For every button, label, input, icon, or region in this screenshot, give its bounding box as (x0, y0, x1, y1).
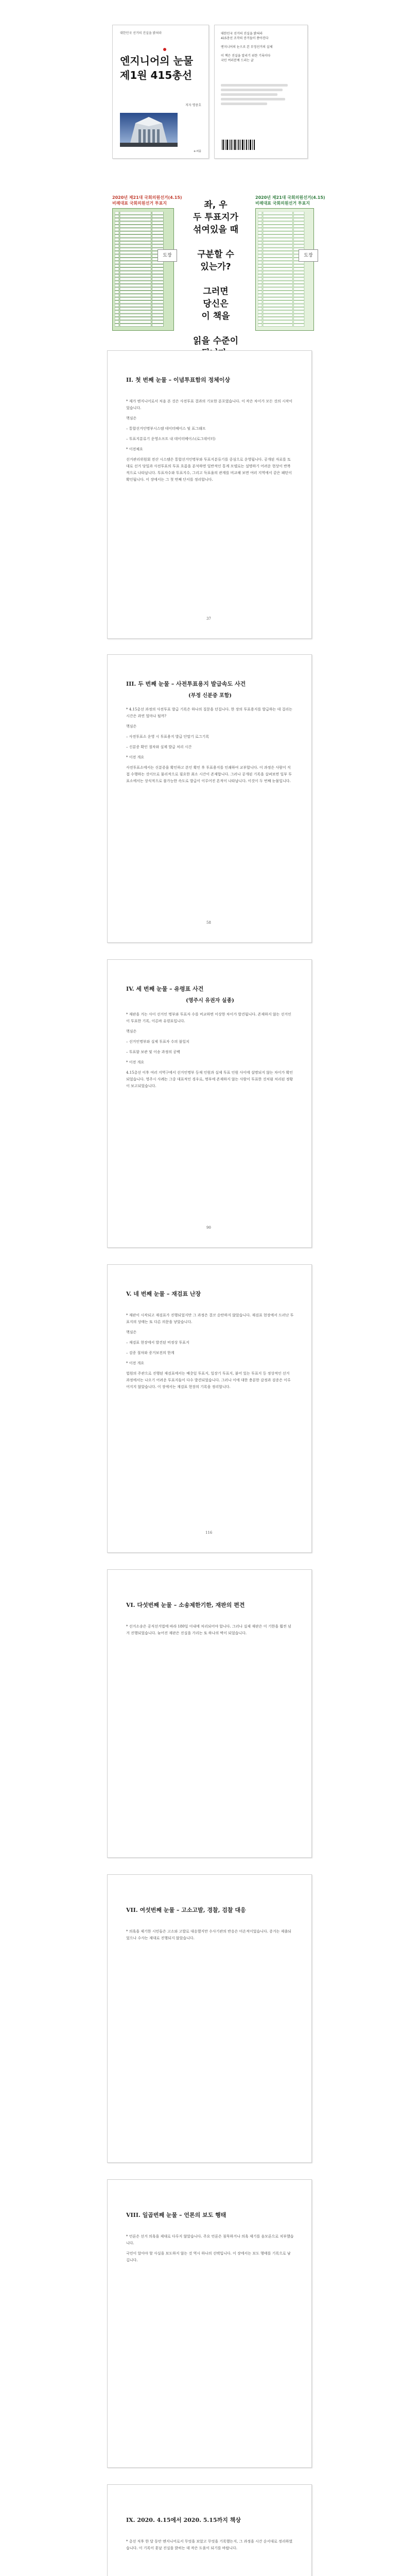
ballot-number-cell (258, 225, 262, 228)
chapter-heading: V. 네 번째 눈물 – 재검표 난장 (126, 1291, 201, 1297)
ballot-mark-cell (152, 215, 164, 217)
paragraph: * 언론은 선거 의혹을 제대로 다루지 않았습니다. 주요 언론은 침묵하거나 의혹 제기를 음모론으로 치부했습니다. (126, 2234, 294, 2245)
ballot-number-cell (258, 264, 262, 267)
ballot-mark-cell (152, 222, 164, 224)
paragraph: 핵심은 (126, 1029, 137, 1033)
ballot-number-cell (115, 311, 119, 313)
ballot-number-cell (258, 228, 262, 231)
ballot-party-cell (120, 238, 151, 241)
front-cover (112, 25, 209, 159)
chapter-page-8 (107, 2484, 312, 2576)
ballot-number-cell (258, 248, 262, 250)
ballot-mark-cell (152, 287, 164, 290)
ballot-mark-cell (152, 311, 164, 313)
ballot-mark-cell (152, 231, 164, 234)
ballot-mark-cell (152, 294, 164, 297)
ballot-mark-cell (293, 291, 304, 294)
comparison-question: 좌, 우 두 투표지가 섞여있을 때 구분할 수 있는가? 그러면 당신은 이 책을 읽을 수준이 (193, 200, 239, 346)
ballot-mark-cell (152, 301, 164, 303)
paragraph: * 이전체요 (126, 447, 143, 451)
back-cover-line: 국민 여러분께 드리는 글 (221, 59, 254, 62)
chapter-body (126, 2538, 294, 2555)
paragraph: 국민이 알아야 할 사실을 보도하지 않는 것 역시 하나의 선택입니다. 이 장에서는 보도 행태를 기록으로 남깁니다. (126, 2251, 291, 2262)
ballot-party-cell (120, 314, 151, 316)
ballot-mark-cell (152, 225, 164, 228)
ballot-party-cell (263, 294, 292, 297)
ballot-mark-cell (293, 324, 304, 327)
right-ballot-grid (258, 212, 311, 328)
paragraph: 사전투표소에서는 신분증을 확인하고 본인 확인 후 투표용지를 인쇄하여 교부합니다. 이 과정은 사람이 직접 수행하는 것이므로 물리적으로 필요한 최소 시간이 존재합니다. 그러나 공개된 기록을 살펴보면 일부 투표소에서는 상식적으로 불가능한 속도로 발급이 이루어진 흔적이 나타납니다. 이것이 두 번째 눈물입니다. (126, 766, 292, 783)
ballot-number-cell (115, 294, 119, 297)
paragraph: * 총선 직후 한 달 동안 엔지니어로서 무엇을 보았고 무엇을 기록했는지, 그 과정을 시간 순서대로 정리하였습니다. 이 기록이 훗날 진실을 밝히는 데 작은 도움이 되기를 바랍니다. (126, 2539, 293, 2550)
barcode-icon (221, 139, 257, 152)
ballot-number-cell (258, 324, 262, 327)
paragraph: – 선거인명부와 실제 투표자 수의 불일치 (126, 1040, 189, 1044)
ballot-number-cell (115, 314, 119, 316)
ballot-number-cell (258, 238, 262, 241)
ballot-party-cell (263, 228, 292, 231)
chapter-heading: IV. 세 번째 눈물 – 유령표 사건 (126, 986, 204, 992)
ballot-mark-cell (293, 225, 304, 228)
ballot-number-cell (258, 281, 262, 283)
ballot-party-cell (120, 291, 151, 294)
ballot-number-cell (258, 314, 262, 316)
paragraph: * 선거소송은 공직선거법에 따라 180일 이내에 처리되어야 합니다. 그러나 실제 재판은 이 기한을 훨씬 넘겨 진행되었습니다. 늦어진 재판은 진실을 가리는 또 하나의 벽이 되었습니다. (126, 1624, 291, 1635)
ballot-party-cell (120, 212, 151, 214)
ballot-mark-cell (293, 238, 304, 241)
ballot-number-cell (258, 294, 262, 297)
ballot-party-cell (120, 284, 151, 287)
cover-title-line1: 엔지니어의 눈물 (120, 55, 194, 67)
ballot-number-cell (115, 287, 119, 290)
page-number: 37 (206, 617, 211, 621)
ballot-mark-cell (152, 317, 164, 320)
ballot-party-cell (263, 301, 292, 303)
chapter-subtitle: (부정 신분증 포함) (188, 693, 232, 699)
paragraph: * 이전 개요 (126, 1060, 144, 1064)
chapter-page-3 (107, 959, 312, 1248)
paragraph: – 신분증 확인 절차와 실제 발급 처리 시간 (126, 745, 192, 749)
ballot-mark-cell (293, 231, 304, 234)
chapter-heading: VIII. 일곱번째 눈물 – 언론의 보도 행태 (126, 2212, 226, 2218)
chapter-page-6 (107, 1874, 312, 2163)
chapter-body (126, 1011, 294, 1093)
ballot-number-cell (115, 308, 119, 310)
ballot-party-cell (263, 242, 292, 244)
ballot-mark-cell (293, 212, 304, 214)
ballot-number-cell (258, 212, 262, 214)
ballot-number-cell (258, 245, 262, 247)
ballot-number-cell (115, 212, 119, 214)
chapter-page-4 (107, 1264, 312, 1553)
chapter-heading: VII. 여섯번째 눈물 – 고소고발, 경찰, 검찰 대응 (126, 1907, 246, 1913)
ballot-mark-cell (152, 314, 164, 316)
ballot-number-cell (258, 222, 262, 224)
ballot-party-cell (263, 225, 292, 228)
ballot-mark-cell (152, 218, 164, 221)
ballot-number-cell (115, 297, 119, 300)
ballot-number-cell (258, 278, 262, 280)
back-cover-line: 415총선 조작의 증거들이 쏟아진다 (221, 37, 269, 40)
ballot-number-cell (258, 308, 262, 310)
ballot-mark-cell (152, 291, 164, 294)
ballot-number-cell (258, 215, 262, 217)
ballot-number-cell (258, 291, 262, 294)
ballot-party-cell (263, 218, 292, 221)
ballot-mark-cell (152, 268, 164, 270)
ballot-number-cell (258, 284, 262, 287)
ballot-number-cell (115, 222, 119, 224)
ballot-party-cell (263, 314, 292, 316)
ballot-mark-cell (152, 304, 164, 307)
ballot-party-cell (263, 251, 292, 254)
paragraph: 선거관리위원회 전산 시스템은 통합선거인명부와 투표지분류기를 중심으로 운영됩니다. 공개된 자료를 토대로 선거 당일과 사전투표의 투표 흐름을 분석하면 일반적인 통계 모델로는 설명하기 어려운 현상이 반복적으로 나타납니다. 투표자수와 투표지수, 그리고 득표율의 관계를 비교해 보면 여러 지역에서 같은 패턴이 확인됩니다. 이 장에서는 그 첫 번째 단서를 정리합니다. (126, 457, 292, 482)
ballot-number-cell (115, 255, 119, 257)
ballot-mark-cell (152, 271, 164, 274)
ballot-mark-cell (152, 238, 164, 241)
ballot-mark-cell (293, 268, 304, 270)
ballot-number-cell (115, 317, 119, 320)
paragraph: * 재판이 시작되고 재검표가 진행되었지만 그 과정은 결코 순탄하지 않았습니다. 재검표 현장에서 드러난 투표지의 상태는 또 다른 의문을 낳았습니다. (126, 1313, 294, 1324)
ballot-party-cell (263, 231, 292, 234)
back-cover-line: 엔지니어의 눈으로 본 부정선거의 실체 (221, 45, 273, 49)
page-number: 116 (205, 1531, 213, 1535)
ballot-mark-cell (152, 278, 164, 280)
ballot-number-cell (115, 242, 119, 244)
ballot-mark-cell (152, 320, 164, 323)
ballot-number-cell (115, 324, 119, 327)
ballot-party-cell (120, 218, 151, 221)
ballot-party-cell (120, 231, 151, 234)
paragraph: – 투표지분류기 운영소프트 내 데이터베이스(로그데이터) (126, 437, 216, 441)
ballot-party-cell (263, 248, 292, 250)
paragraph: 핵심은 (126, 1330, 137, 1334)
ballot-number-cell (258, 275, 262, 277)
right-ballot-stamp: 도장 (299, 249, 318, 262)
ballot-party-cell (263, 324, 292, 327)
ballot-party-cell (263, 264, 292, 267)
chapter-body (126, 398, 294, 487)
ballot-party-cell (120, 228, 151, 231)
ballot-party-cell (263, 278, 292, 280)
ballot-number-cell (115, 264, 119, 267)
page-number: 58 (206, 921, 211, 925)
ballot-party-cell (120, 245, 151, 247)
ballot-mark-cell (152, 308, 164, 310)
chapter-heading: II. 첫 번째 눈물 – 이념투표함의 정체이상 (126, 377, 230, 383)
paragraph: * 재판을 거는 사이 선거인 명부와 투표자 수를 비교하면 이상한 차이가 발견됩니다. 존재하지 않는 선거인이 투표한 기록, 이른바 유령표입니다. (126, 1012, 291, 1023)
ballot-number-cell (258, 304, 262, 307)
ballot-mark-cell (293, 275, 304, 277)
ballot-mark-cell (152, 297, 164, 300)
ballot-party-cell (263, 271, 292, 274)
ballot-party-cell (263, 222, 292, 224)
ballot-number-cell (258, 297, 262, 300)
paragraph: – 검증 절차와 증거보전의 한계 (126, 1351, 174, 1355)
ballot-number-cell (115, 228, 119, 231)
ballot-party-cell (120, 281, 151, 283)
ballot-number-cell (115, 248, 119, 250)
ballot-number-cell (115, 261, 119, 264)
ballot-party-cell (120, 215, 151, 217)
ballot-number-cell (258, 317, 262, 320)
ballot-number-cell (115, 218, 119, 221)
ballot-party-cell (120, 258, 151, 261)
ballot-mark-cell (293, 264, 304, 267)
ballot-mark-cell (293, 222, 304, 224)
ballot-number-cell (258, 258, 262, 261)
ballot-mark-cell (293, 215, 304, 217)
ballot-party-cell (120, 317, 151, 320)
paragraph: * 제가 엔지니어로서 처음 본 것은 사전투표 결과의 기묘한 분포였습니다. 이 작은 차이가 모든 것의 시작이었습니다. (126, 399, 293, 410)
chapter-page-1 (107, 350, 312, 639)
chapter-heading: VI. 다섯번째 눈물 – 소송제한기한, 재판의 편견 (126, 1602, 245, 1608)
ballot-party-cell (120, 222, 151, 224)
ballot-mark-cell (293, 235, 304, 238)
ballot-party-cell (120, 294, 151, 297)
ballot-number-cell (115, 258, 119, 261)
ballot-number-cell (258, 301, 262, 303)
ballot-number-cell (258, 268, 262, 270)
ballot-party-cell (263, 261, 292, 264)
ballot-mark-cell (152, 242, 164, 244)
ballot-mark-cell (152, 212, 164, 214)
ballot-number-cell (115, 304, 119, 307)
ballot-party-cell (120, 301, 151, 303)
paragraph: * 의혹을 제기한 시민들은 고소와 고발로 대응했지만 수사기관의 반응은 미온적이었습니다. 증거는 제출되었으나 수사는 제대로 진행되지 않았습니다. (126, 1929, 291, 1940)
ballot-mark-cell (293, 314, 304, 316)
paragraph: – 사전투표소 운영 시 투표용지 발급 단말기 로그기록 (126, 735, 210, 739)
ballot-mark-cell (152, 245, 164, 247)
ballot-mark-cell (293, 284, 304, 287)
ballot-mark-cell (152, 228, 164, 231)
ballot-mark-cell (152, 235, 164, 238)
ballot-mark-cell (293, 317, 304, 320)
ballot-number-cell (115, 320, 119, 323)
left-ballot-stamp: 도장 (158, 249, 177, 262)
ballot-mark-cell (293, 308, 304, 310)
ballot-party-cell (263, 311, 292, 313)
ballot-party-cell (120, 278, 151, 280)
ballot-number-cell (258, 251, 262, 254)
ballot-party-cell (120, 304, 151, 307)
ballot-party-cell (263, 297, 292, 300)
ballot-party-cell (120, 308, 151, 310)
back-cover-line: 이 책은 진실을 알리기 위한 기록이다 (221, 54, 271, 58)
ballot-number-cell (115, 268, 119, 270)
chapter-body (126, 706, 294, 788)
ballot-number-cell (258, 287, 262, 290)
ballot-mark-cell (293, 304, 304, 307)
paragraph: 4.15총선 이후 여러 지역구에서 선거인명부 등재 인원과 실제 투표 인원 사이에 설명되지 않는 차이가 확인되었습니다. 영주시 사례는 그중 대표적인 경우로, 명부에 존재하지 않는 사람이 투표한 것처럼 처리된 정황이 보고되었습니다. (126, 1071, 293, 1088)
ballot-number-cell (115, 225, 119, 228)
cover-publisher: e-퍼플 (194, 150, 201, 153)
ballot-mark-cell (293, 218, 304, 221)
ballot-party-cell (263, 268, 292, 270)
ballot-party-cell (120, 311, 151, 313)
ballot-mark-cell (152, 264, 164, 267)
ballot-party-cell (120, 251, 151, 254)
ballot-mark-cell (293, 287, 304, 290)
paragraph: * 이전 개요 (126, 1361, 144, 1365)
cover-title-mark-icon (163, 48, 166, 51)
page-number: 90 (206, 1226, 211, 1230)
ballot-party-cell (120, 275, 151, 277)
ballot-mark-cell (293, 320, 304, 323)
ballot-party-cell (120, 320, 151, 323)
back-cover-line: 대한민국 선거의 진실을 밝혀라 (221, 32, 263, 36)
paragraph: * 4.15총선 과정의 사전투표 발급 기록은 하나의 질문을 던집니다. 한 장의 투표용지를 발급하는 데 걸리는 시간은 과연 얼마나 될까? (126, 707, 292, 718)
ballot-party-cell (263, 275, 292, 277)
cover-author: 저자 명중호 (185, 104, 201, 107)
ballot-number-cell (258, 261, 262, 264)
ballot-number-cell (115, 281, 119, 283)
ballot-number-cell (258, 235, 262, 238)
ballot-number-cell (115, 251, 119, 254)
ballot-number-cell (115, 215, 119, 217)
ballot-number-cell (115, 291, 119, 294)
ballot-party-cell (263, 284, 292, 287)
ballot-mark-cell (152, 275, 164, 277)
ballot-party-cell (263, 245, 292, 247)
ballot-mark-cell (152, 324, 164, 327)
paragraph: * 이전 개요 (126, 755, 144, 759)
chapter-page-5 (107, 1569, 312, 1858)
ballot-party-cell (263, 235, 292, 238)
left-ballot-title: 2020년 제21대 국회의원선거(4.15) 비례대표 국회의원선거 투표지 (112, 195, 182, 206)
ballot-mark-cell (293, 281, 304, 283)
ballot-mark-cell (293, 294, 304, 297)
ballot-mark-cell (293, 297, 304, 300)
chapter-body (126, 1312, 294, 1394)
cover-building-photo (120, 113, 178, 147)
chapter-subtitle: (영주시 유권자 실종) (186, 998, 234, 1004)
left-ballot-grid (115, 212, 171, 328)
chapter-page-2 (107, 654, 312, 943)
ballot-party-cell (263, 281, 292, 283)
ballot-party-cell (263, 317, 292, 320)
ballot-party-cell (263, 308, 292, 310)
ballot-party-cell (120, 271, 151, 274)
ballot-mark-cell (293, 271, 304, 274)
ballot-number-cell (115, 235, 119, 238)
ballot-mark-cell (293, 278, 304, 280)
ballot-mark-cell (152, 281, 164, 283)
ballot-number-cell (115, 275, 119, 277)
ballot-number-cell (115, 284, 119, 287)
ballot-party-cell (120, 287, 151, 290)
ballot-number-cell (115, 301, 119, 303)
ballot-party-cell (263, 215, 292, 217)
chapter-body (126, 1623, 294, 1640)
ballot-number-cell (115, 271, 119, 274)
back-cover-body-lines (221, 82, 293, 107)
ballot-number-cell (258, 242, 262, 244)
cover-title-line2: 제1원 415총선 (120, 69, 192, 81)
paragraph: – 재검표 현장에서 발견된 비정상 투표지 (126, 1341, 189, 1345)
ballot-party-cell (120, 248, 151, 250)
ballot-mark-cell (293, 301, 304, 303)
ballot-mark-cell (293, 228, 304, 231)
ballot-mark-cell (293, 311, 304, 313)
chapter-body (126, 2233, 294, 2267)
back-cover (214, 25, 308, 159)
ballot-party-cell (120, 225, 151, 228)
ballot-mark-cell (293, 245, 304, 247)
ballot-party-cell (120, 297, 151, 300)
ballot-number-cell (115, 238, 119, 241)
paragraph: 법원의 주관으로 진행된 재검표에서는 배춧잎 투표지, 일장기 투표지, 붙어 있는 투표지 등 정상적인 선거 과정에서는 나오기 어려운 투표지들이 다수 발견되었습니다. 그러나 이에 대한 충분한 감정과 검증은 이루어지지 않았습니다. 이 장에서는 재검표 현장의 기록을 정리합니다. (126, 1371, 291, 1389)
ballot-party-cell (263, 238, 292, 241)
ballot-party-cell (120, 324, 151, 327)
ballot-party-cell (120, 264, 151, 267)
ballot-party-cell (263, 212, 292, 214)
back-cover-text (221, 31, 303, 63)
chapter-body (126, 1928, 294, 1945)
right-ballot (255, 208, 314, 331)
ballot-mark-cell (293, 242, 304, 244)
ballot-party-cell (120, 261, 151, 264)
ballot-party-cell (120, 242, 151, 244)
ballot-party-cell (263, 320, 292, 323)
ballot-number-cell (258, 320, 262, 323)
chapter-heading: III. 두 번째 눈물 – 사전투표용지 발급속도 사건 (126, 681, 246, 687)
ballot-party-cell (120, 235, 151, 238)
left-ballot (112, 208, 174, 331)
chapter-page-7 (107, 2179, 312, 2468)
paragraph: 핵심은 (126, 724, 137, 728)
ballot-party-cell (263, 304, 292, 307)
ballot-number-cell (115, 245, 119, 247)
right-ballot-title: 2020년 제21대 국회의원선거(4.15) 비례대표 국회의원선거 투표지 (255, 195, 325, 206)
ballot-number-cell (258, 271, 262, 274)
ballot-number-cell (115, 278, 119, 280)
ballot-party-cell (263, 287, 292, 290)
ballot-party-cell (263, 258, 292, 261)
ballot-number-cell (258, 311, 262, 313)
ballot-party-cell (263, 291, 292, 294)
ballot-party-cell (120, 255, 151, 257)
ballot-number-cell (115, 231, 119, 234)
ballot-party-cell (120, 268, 151, 270)
ballot-mark-cell (152, 284, 164, 287)
ballot-number-cell (258, 218, 262, 221)
ballot-party-cell (263, 255, 292, 257)
chapter-heading: IX. 2020. 4.15에서 2020. 5.15까지 책상 (126, 2517, 241, 2523)
paragraph: – 통합선거인명부시스템 데이터베이스 및 표그래프 (126, 427, 206, 431)
cover-title (120, 54, 193, 82)
cover-top-text: 대한민국 선거의 진실을 밝혀라 (120, 31, 162, 35)
paragraph: – 투표함 보관 및 이송 과정의 공백 (126, 1050, 180, 1054)
paragraph: 핵심은 (126, 416, 137, 420)
ballot-number-cell (258, 231, 262, 234)
ballot-number-cell (258, 255, 262, 257)
